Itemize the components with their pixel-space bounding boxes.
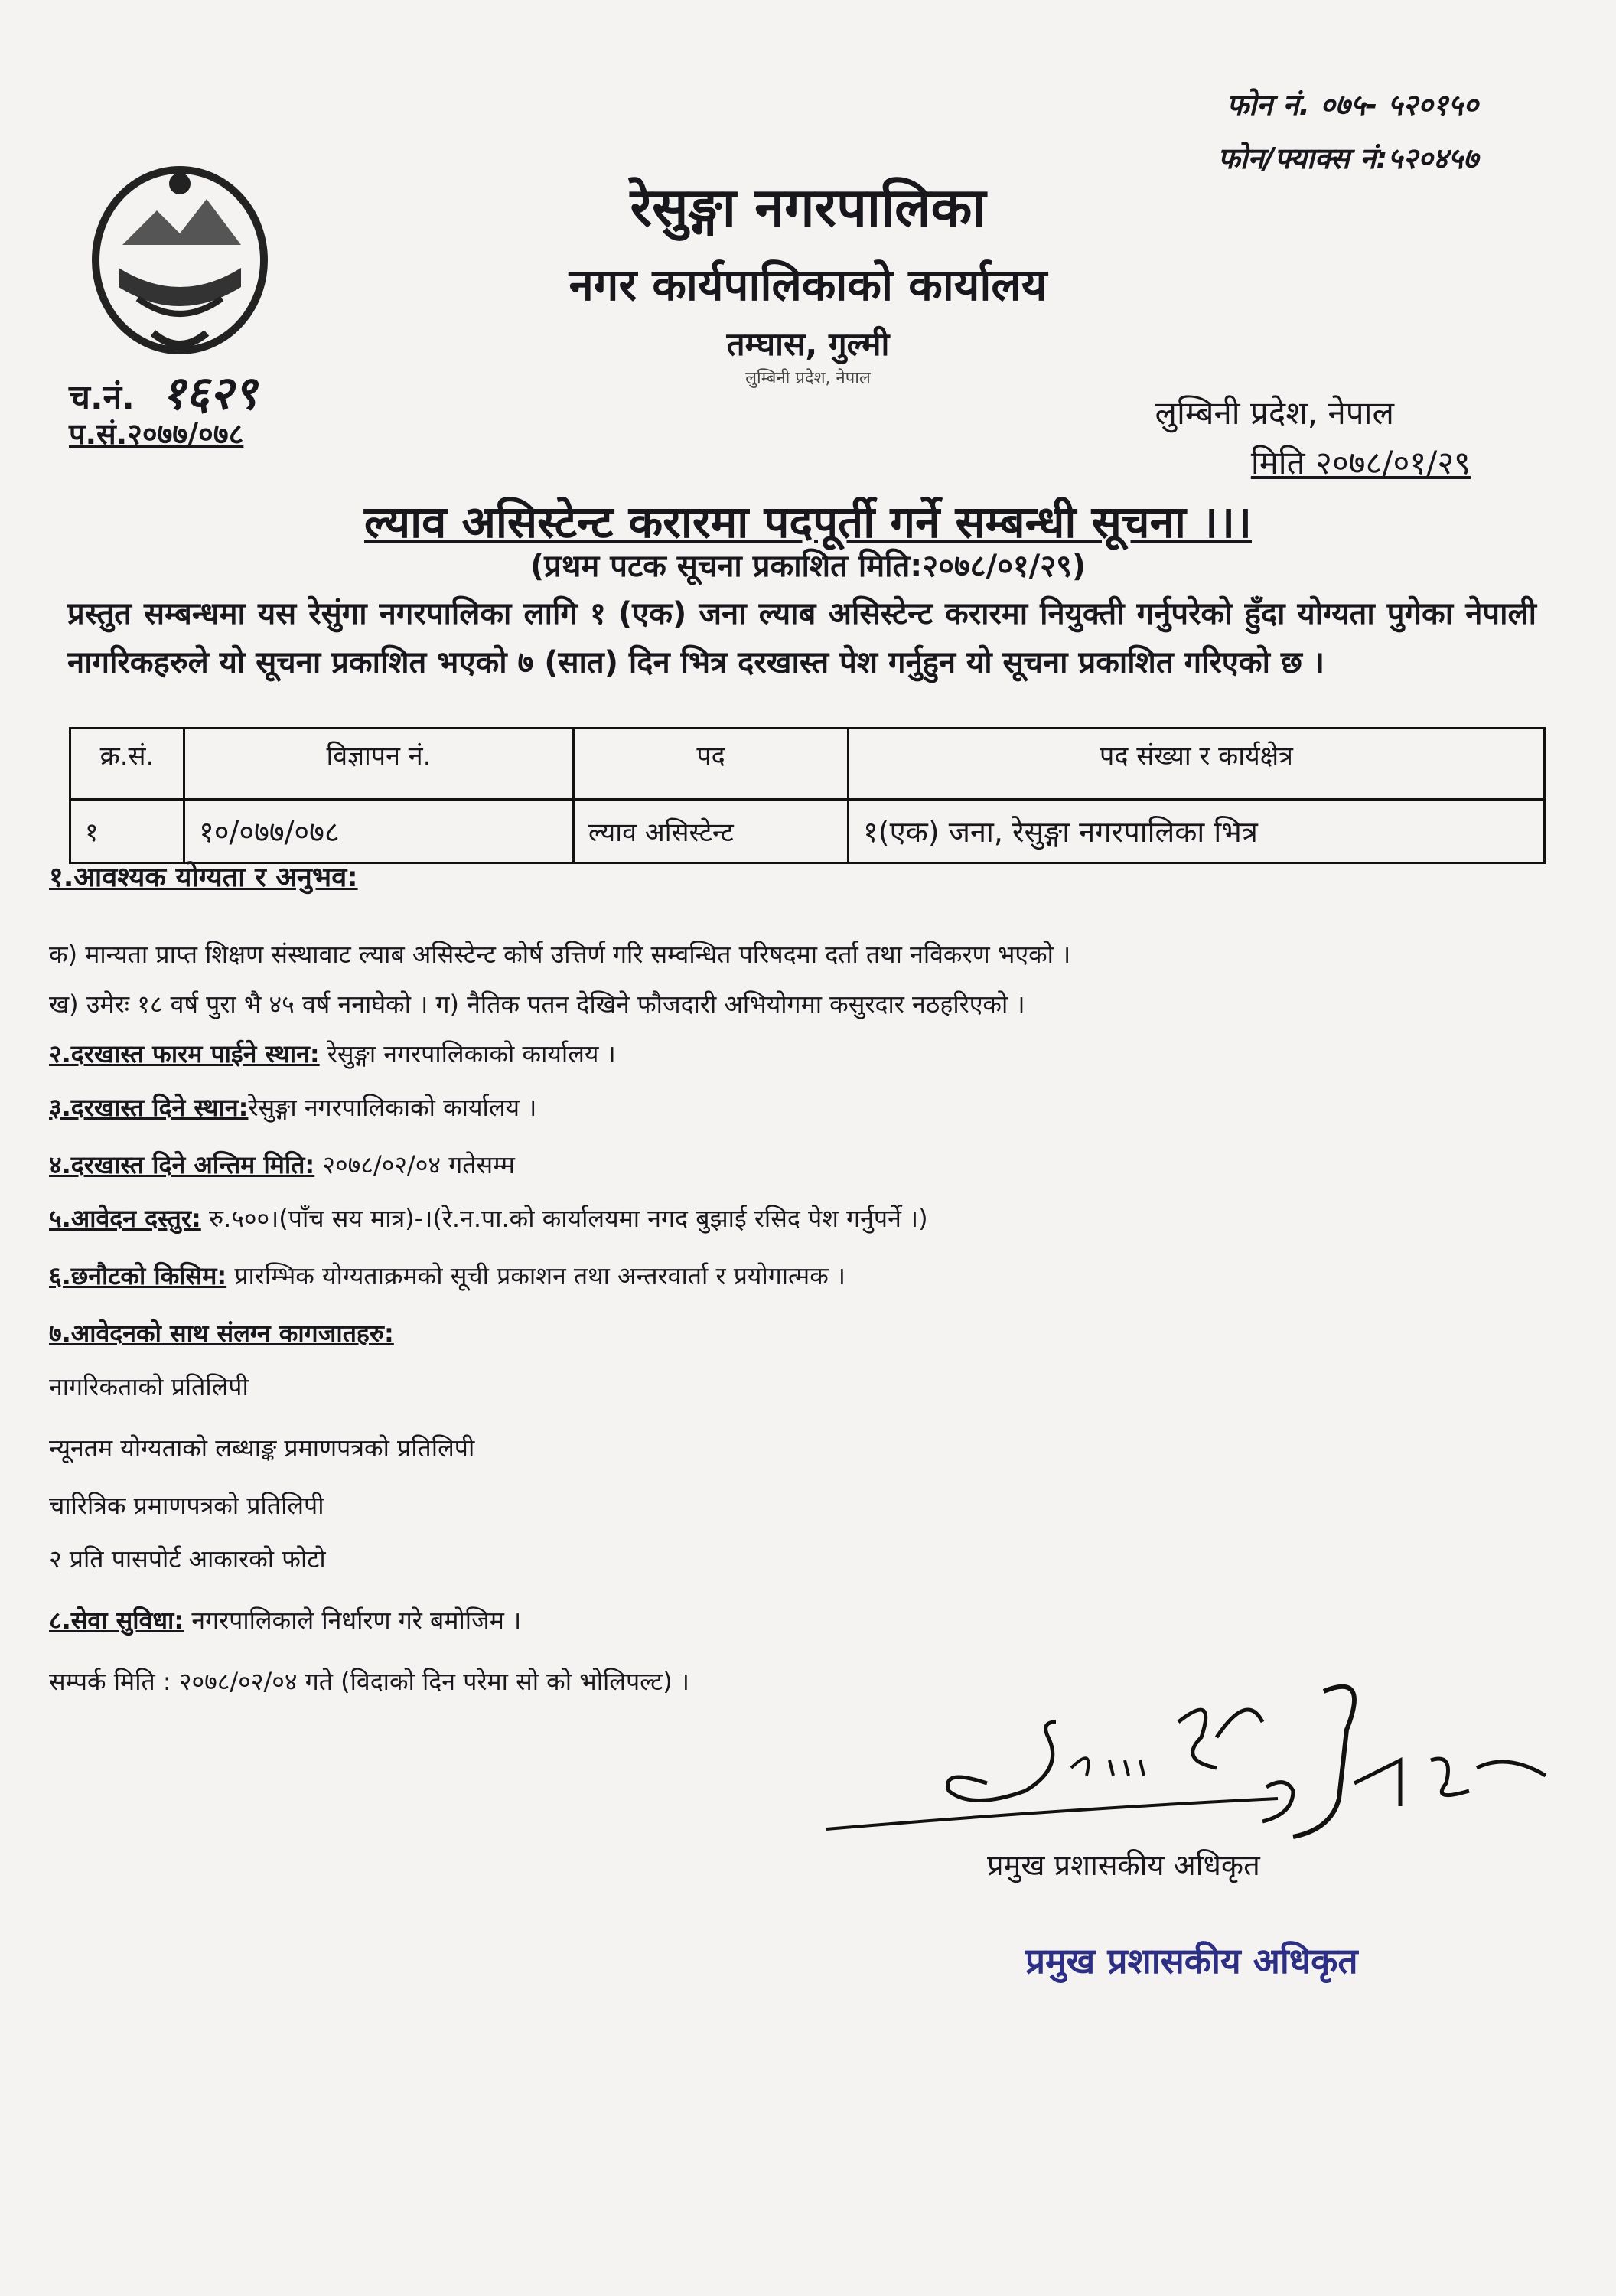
ref-no-label: च.नं.	[69, 378, 135, 417]
section-3-text: रेसुङ्गा नगरपालिकाको कार्यालय ।	[248, 1093, 537, 1122]
section-6-heading: ६.छनौटको किसिम:	[49, 1261, 227, 1290]
table-row	[70, 800, 1545, 863]
col-post: पद	[574, 729, 849, 800]
section-5-text: रु.५००।(पाँच सय मात्र)-।(रे.न.पा.को कार्यालयमा नगद बुझाई रसिद पेश गर्नुपर्ने ।)	[200, 1204, 928, 1233]
document-item: चारित्रिक प्रमाणपत्रको प्रतिलिपी	[49, 1491, 324, 1520]
section-1-item-a: क) मान्यता प्राप्त शिक्षण संस्थावाट ल्याब असिस्टेन्ट कोर्ष उत्तिर्ण गरि सम्वन्धित परिषदमा दर्ता तथा नविकरण भएको ।	[49, 940, 1071, 969]
section-7	[49, 1316, 394, 1349]
fiscal-year: प.सं.२०७७/०७८	[69, 417, 244, 451]
section-4-text: २०७८/०२/०४ गतेसम्म	[314, 1150, 515, 1179]
cell-advertisement-no: १०/०७७/०७८	[184, 800, 574, 863]
province-label: लुम्बिनी प्रदेश, नेपाल	[1155, 394, 1394, 432]
section-8-text: नगरपालिकाले निर्धारण गरे बमोजिम ।	[184, 1606, 522, 1635]
document-item: २ प्रति पासपोर्ट आकारको फोटो	[49, 1544, 326, 1574]
cell-post-count-area: १(एक) जना, रेसुङ्गा नगरपालिका भित्र	[849, 800, 1545, 863]
seal-text: लुम्बिनी प्रदेश, नेपाल	[745, 369, 871, 388]
section-4-heading: ४.दरखास्त दिने अन्तिम मिति:	[49, 1150, 315, 1179]
fax-number: फोन/फ्याक्स नं:५२०४५७	[1217, 142, 1478, 175]
phone-number: फोन नं. ०७५- ५२०१५०	[1226, 88, 1478, 122]
notice-subtitle: (प्रथम पटक सूचना प्रकाशित मिति:२०७८/०१/२९)	[529, 549, 1087, 584]
section-8-heading: ८.सेवा सुविधा:	[49, 1606, 184, 1635]
document-item: न्यूनतम योग्यताको लब्धाङ्क प्रमाणपत्रको प्रतिलिपी	[49, 1433, 475, 1463]
section-5	[49, 1202, 928, 1234]
section-1-heading-text: १.आवश्यक योग्यता र अनुभव:	[49, 862, 358, 893]
section-4	[49, 1148, 515, 1181]
notice-date: मिति २०७८/०१/२९	[1250, 444, 1471, 481]
section-2-heading: २.दरखास्त फारम पाईने स्थान:	[49, 1039, 320, 1068]
ref-no-value: १६२९	[161, 367, 257, 420]
municipality-name: रेसुङ्गा नगरपालिका	[630, 176, 986, 239]
cell-post: ल्याव असिस्टेन्ट	[574, 800, 849, 863]
document-item: नागरिकताको प्रतिलिपी	[49, 1372, 249, 1401]
table-header-row	[70, 729, 1545, 800]
section-8	[49, 1603, 521, 1636]
section-1-item-b: ख) उमेरः १८ वर्ष पुरा भै ४५ वर्ष ननाघेको । ग) नैतिक पतन देखिने फौजदारी अभियोगमा कसुरदार नठहरिएको ।	[49, 990, 1025, 1019]
col-post-count-area: पद संख्या र कार्यक्षेत्र	[849, 729, 1545, 800]
signature-icon	[819, 1676, 1584, 1860]
vacancy-table	[69, 727, 1546, 864]
section-1-heading	[49, 857, 358, 895]
section-3	[49, 1091, 536, 1124]
office-name: नगर कार्यपालिकाको कार्यालय	[569, 259, 1047, 311]
office-location: तम्घास, गुल्मी	[726, 325, 890, 363]
section-3-heading: ३.दरखास्त दिने स्थान:	[49, 1093, 249, 1122]
notice-title: ल्याव असिस्टेन्ट करारमा पदपूर्ती गर्ने सम्बन्धी सूचना ।।।	[363, 496, 1252, 548]
col-advertisement-no: विज्ञापन नं.	[184, 729, 574, 800]
cell-serial: १	[70, 800, 184, 863]
section-2-text: रेसुङ्गा नगरपालिकाको कार्यालय ।	[319, 1039, 616, 1068]
section-6-text: प्रारम्भिक योग्यताक्रमको सूची प्रकाशन तथा अन्तरवार्ता र प्रयोगात्मक ।	[226, 1261, 846, 1290]
contact-date: सम्पर्क मिति : २०७८/०२/०४ गते (विदाको दिन परेमा सो को भोलिपल्ट) ।	[49, 1667, 690, 1696]
intro-paragraph: प्रस्तुत सम्बन्धमा यस रेसुंगा नगरपालिका लागि १ (एक) जना ल्याब असिस्टेन्ट करारमा नियुक्ती गर्नुपरेको हुँदा योग्यता पुगेका नेपाली नागरिकहरुले यो सूचना प्रकाशित भएको ७ (सात) दिन भित्र दरखास्त पेश गर्नुहुन यो सूचना प्रकाशित गरिएको छ ।	[67, 596, 1536, 680]
section-6	[49, 1259, 845, 1292]
section-7-heading: ७.आवेदनको साथ संलग्न कागजातहरु:	[49, 1319, 394, 1348]
signatory-stamp: प्रमुख प्रशासकीय अधिकृत	[1025, 1940, 1358, 1981]
signatory-title: प्रमुख प्रशासकीय अधिकृत	[987, 1848, 1260, 1882]
section-5-heading: ५.आवेदन दस्तुर:	[49, 1204, 201, 1233]
col-serial: क्र.सं.	[70, 729, 184, 800]
section-2	[49, 1037, 616, 1070]
